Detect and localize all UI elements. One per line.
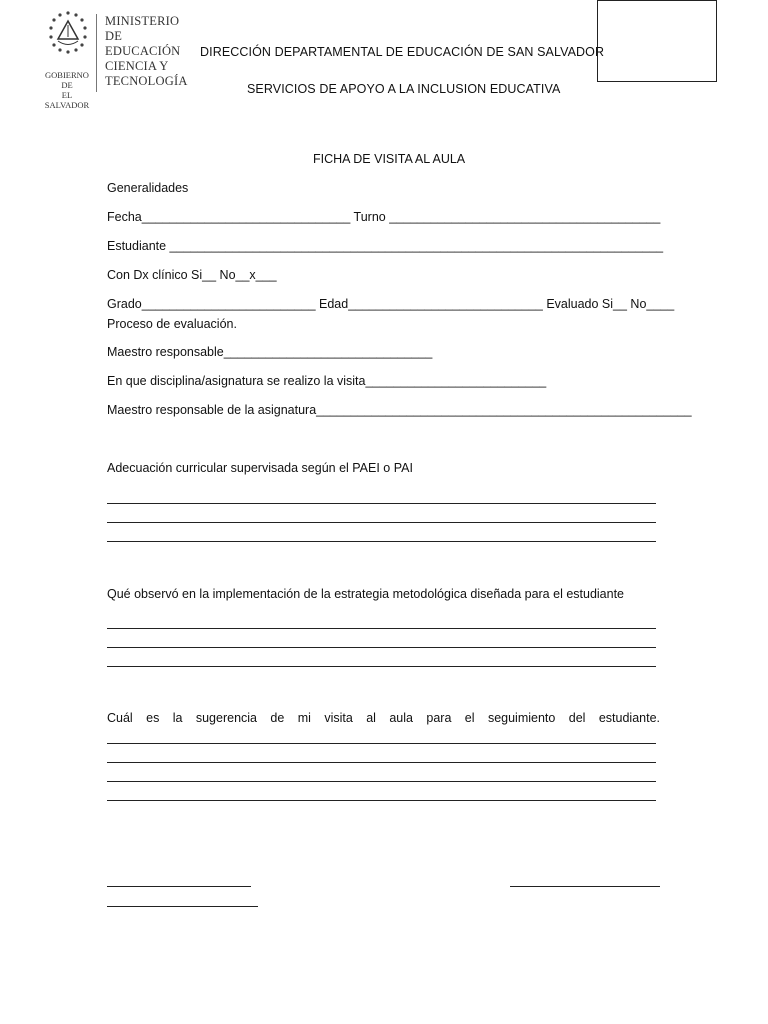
signature-line-left[interactable] xyxy=(107,886,251,887)
field-estudiante[interactable]: Estudiante _______________________________________________________________________ xyxy=(107,239,664,253)
answer-line[interactable] xyxy=(107,762,656,763)
ministry-logo xyxy=(40,8,190,110)
field-disciplina[interactable]: En que disciplina/asignatura se realizo la visita__________________________ xyxy=(107,374,547,388)
field-fecha-turno[interactable]: Fecha______________________________ Turno _______________________________________ xyxy=(107,210,661,224)
question-estrategia: Qué observó en la implementación de la estrategia metodológica diseñada para el estudiante xyxy=(107,587,624,601)
section-general: Generalidades xyxy=(107,181,189,195)
form-title: FICHA DE VISITA AL AULA xyxy=(313,152,466,166)
header-service: SERVICIOS DE APOYO A LA INCLUSION EDUCATIVA xyxy=(247,82,561,96)
answer-line[interactable] xyxy=(107,781,656,782)
field-maestro[interactable]: Maestro responsable______________________________ xyxy=(107,345,433,359)
signature-line-left-second[interactable] xyxy=(107,906,258,907)
label-proceso: Proceso de evaluación. xyxy=(107,317,237,331)
question-sugerencia: Cuál es la sugerencia de mi visita al aula para el seguimiento del estudiante. xyxy=(107,711,660,725)
government-caption: GOBIERNO DE EL SALVADOR xyxy=(44,70,90,110)
ministry-name: MINISTERIO DE EDUCACIÓN CIENCIA Y TECNOLOGÍA xyxy=(96,14,190,92)
answer-line[interactable] xyxy=(107,666,656,667)
question-adecuacion: Adecuación curricular supervisada según el PAEI o PAI xyxy=(107,461,413,475)
header-directorate: DIRECCIÓN DEPARTAMENTAL DE EDUCACIÓN DE SAN SALVADOR xyxy=(200,45,605,59)
signature-line-right[interactable] xyxy=(510,886,660,887)
field-dx-clinico[interactable]: Con Dx clínico Si__ No__x___ xyxy=(107,268,277,282)
photo-box xyxy=(597,0,717,82)
field-grado-edad[interactable]: Grado_________________________ Edad____________________________ Evaluado Si__ No____ xyxy=(107,297,675,311)
answer-line[interactable] xyxy=(107,743,656,744)
answer-line[interactable] xyxy=(107,541,656,542)
answer-line[interactable] xyxy=(107,628,656,629)
answer-line[interactable] xyxy=(107,522,656,523)
answer-line[interactable] xyxy=(107,800,656,801)
field-maestro-asignatura[interactable]: Maestro responsable de la asignatura______________________________________________________ xyxy=(107,403,692,417)
answer-line[interactable] xyxy=(107,647,656,648)
answer-line[interactable] xyxy=(107,503,656,504)
